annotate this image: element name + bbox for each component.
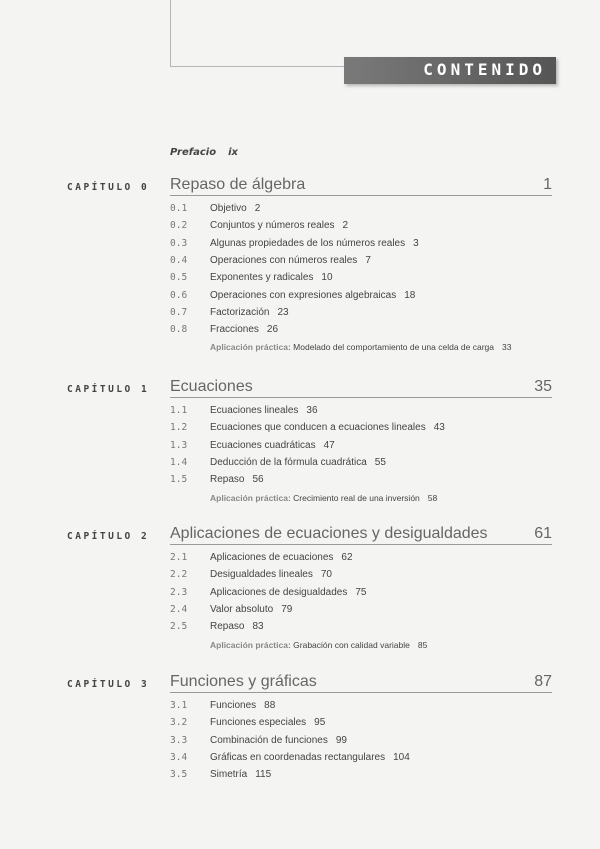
- section-number: 2.2: [170, 569, 188, 581]
- section-entry: [0, 700, 600, 717]
- section-title: Ecuaciones cuadráticas: [210, 439, 316, 451]
- section-title-line: [210, 769, 271, 780]
- section-title: Conjuntos y números reales: [210, 220, 335, 232]
- section-page: 26: [266, 324, 279, 336]
- header-rule-vertical: [170, 0, 171, 66]
- chapter-page: 35: [534, 378, 552, 395]
- section-page: 36: [306, 405, 318, 416]
- chapter-page: 1: [543, 176, 552, 193]
- section-page: 104: [393, 751, 410, 763]
- section-title: Algunas propiedades de los números reales: [210, 237, 406, 249]
- section-page: 3: [413, 237, 419, 249]
- section-title: Aplicaciones de ecuaciones: [210, 552, 334, 563]
- section-entry: [0, 238, 600, 255]
- section-title: Gráficas en coordenadas rectangulares: [210, 751, 386, 763]
- section-entry: [0, 405, 600, 422]
- section-page: 83: [252, 621, 264, 633]
- section-title-line: [210, 700, 275, 711]
- section-page: 56: [252, 474, 264, 486]
- application-title: Crecimiento real de una inversión: [293, 492, 420, 503]
- section-entry: [0, 621, 600, 638]
- section-title: Valor absoluto: [210, 603, 274, 615]
- section-title-line: [210, 255, 371, 266]
- section-entry: [0, 290, 600, 307]
- contents-heading: CONTENIDO: [423, 60, 546, 79]
- section-entry: [0, 457, 600, 474]
- application-page: 85: [417, 639, 428, 650]
- application-page: 58: [427, 492, 438, 503]
- section-page: 18: [404, 289, 416, 301]
- section-entry: [0, 255, 600, 272]
- section-number: 3.3: [170, 734, 188, 746]
- application-entry: [0, 342, 600, 359]
- section-number: 0.1: [170, 203, 188, 214]
- section-page: 70: [320, 569, 332, 581]
- application-page: 33: [501, 342, 512, 353]
- section-title-line: [210, 569, 332, 580]
- section-entry: [0, 474, 600, 491]
- section-title: Operaciones con expresiones algebraicas: [210, 289, 397, 301]
- section-entry: [0, 203, 600, 220]
- chapter-page: 61: [534, 525, 552, 542]
- section-entry: [0, 604, 600, 621]
- section-page: 55: [374, 456, 386, 468]
- section-number: 1.2: [170, 422, 188, 434]
- section-title-line: [210, 220, 348, 231]
- chapter-label: CAPÍTULO 3: [67, 679, 150, 690]
- section-number: 3.4: [170, 751, 188, 763]
- section-title-line: [210, 552, 353, 563]
- section-number: 0.8: [170, 324, 188, 336]
- section-title-line: [210, 604, 292, 615]
- section-title: Operaciones con números reales: [210, 254, 358, 266]
- section-title-line: [210, 203, 260, 214]
- section-title-line: [210, 587, 366, 598]
- section-page: 2: [254, 203, 261, 214]
- section-title: Ecuaciones que conducen a ecuaciones lineales: [210, 422, 426, 434]
- section-entry: [0, 717, 600, 734]
- section-page: 115: [255, 769, 272, 781]
- section-title: Simetría: [210, 769, 248, 781]
- application-line: [210, 493, 437, 503]
- contents-banner: [344, 57, 556, 84]
- section-number: 2.3: [170, 586, 188, 598]
- section-title: Objetivo: [210, 203, 247, 214]
- section-number: 1.3: [170, 439, 188, 451]
- section-title: Funciones especiales: [210, 717, 307, 729]
- section-page: 75: [355, 586, 367, 598]
- chapter-label: CAPÍTULO 1: [67, 384, 150, 395]
- application-line: [210, 640, 427, 650]
- section-page: 7: [365, 254, 371, 266]
- section-title-line: [210, 238, 419, 249]
- section-number: 2.5: [170, 621, 188, 633]
- section-number: 0.6: [170, 289, 188, 301]
- chapter-label: CAPÍTULO 0: [67, 182, 150, 193]
- section-title-line: [210, 290, 415, 301]
- section-number: 2.4: [170, 603, 188, 615]
- section-entry: [0, 587, 600, 604]
- section-entry: [0, 324, 600, 341]
- chapter-rule: [170, 195, 552, 196]
- section-title: Combinación de funciones: [210, 734, 328, 746]
- application-title: Grabación con calidad variable: [293, 639, 410, 650]
- section-page: 62: [341, 552, 353, 563]
- section-number: 0.3: [170, 237, 188, 249]
- application-label: Aplicación práctica:: [210, 639, 291, 650]
- section-title: Aplicaciones de desigualdades: [210, 586, 348, 598]
- section-entry: [0, 752, 600, 769]
- section-number: 0.4: [170, 254, 188, 266]
- section-title: Ecuaciones lineales: [210, 405, 299, 416]
- section-page: 23: [277, 306, 289, 318]
- application-entry: [0, 640, 600, 657]
- section-title-line: [210, 440, 335, 451]
- section-number: 0.7: [170, 306, 188, 318]
- application-label: Aplicación práctica:: [210, 492, 291, 503]
- section-entry: [0, 307, 600, 324]
- section-entry: [0, 272, 600, 289]
- section-number: 1.5: [170, 474, 188, 486]
- section-entry: [0, 220, 600, 237]
- preface-label: Prefacio: [170, 147, 217, 158]
- section-title-line: [210, 272, 333, 283]
- section-number: 1.1: [170, 405, 188, 416]
- section-number: 0.2: [170, 220, 188, 232]
- section-page: 88: [264, 700, 276, 711]
- section-page: 47: [323, 439, 335, 451]
- section-title-line: [210, 717, 325, 728]
- chapter-title: Ecuaciones: [170, 378, 253, 395]
- section-title-line: [210, 474, 264, 485]
- section-number: 0.5: [170, 272, 188, 284]
- chapter-rule: [170, 692, 552, 693]
- section-title-line: [210, 324, 278, 335]
- section-title: Fracciones: [210, 324, 259, 336]
- section-page: 99: [335, 734, 347, 746]
- section-page: 2: [342, 220, 349, 232]
- chapter-label: CAPÍTULO 2: [67, 531, 150, 542]
- section-title-line: [210, 752, 410, 763]
- section-entry: [0, 552, 600, 569]
- chapter-rule: [170, 397, 552, 398]
- chapter-title: Funciones y gráficas: [170, 673, 317, 690]
- section-page: 10: [321, 272, 333, 284]
- section-title-line: [210, 422, 445, 433]
- section-title-line: [210, 405, 318, 416]
- application-label: Aplicación práctica:: [210, 342, 291, 353]
- application-entry: [0, 493, 600, 510]
- section-number: 1.4: [170, 456, 188, 468]
- section-page: 79: [281, 603, 293, 615]
- preface-entry: [170, 147, 238, 158]
- preface-page: ix: [228, 147, 238, 158]
- section-title: Desigualdades lineales: [210, 569, 313, 581]
- section-title-line: [210, 457, 386, 468]
- section-number: 3.5: [170, 769, 188, 781]
- header-rule-horizontal: [170, 66, 348, 67]
- section-title: Repaso: [210, 474, 245, 486]
- chapter-title: Aplicaciones de ecuaciones y desigualdades: [170, 525, 488, 542]
- section-entry: [0, 422, 600, 439]
- section-entry: [0, 440, 600, 457]
- section-page: 43: [433, 422, 445, 434]
- section-title-line: [210, 735, 347, 746]
- section-title: Repaso: [210, 621, 245, 633]
- section-page: 95: [314, 717, 326, 729]
- section-title: Factorización: [210, 306, 270, 318]
- section-entry: [0, 735, 600, 752]
- chapter-rule: [170, 544, 552, 545]
- section-title-line: [210, 307, 289, 318]
- section-number: 3.1: [170, 700, 188, 711]
- section-entry: [0, 569, 600, 586]
- section-title: Funciones: [210, 700, 257, 711]
- section-title: Deducción de la fórmula cuadrática: [210, 456, 367, 468]
- section-title-line: [210, 621, 264, 632]
- section-number: 3.2: [170, 717, 188, 729]
- chapter-title: Repaso de álgebra: [170, 176, 306, 193]
- chapter-page: 87: [534, 673, 552, 690]
- section-number: 2.1: [170, 552, 188, 563]
- section-entry: [0, 769, 600, 786]
- application-line: [210, 342, 511, 352]
- application-title: Modelado del comportamiento de una celda de carga: [293, 342, 494, 353]
- section-title: Exponentes y radicales: [210, 272, 314, 284]
